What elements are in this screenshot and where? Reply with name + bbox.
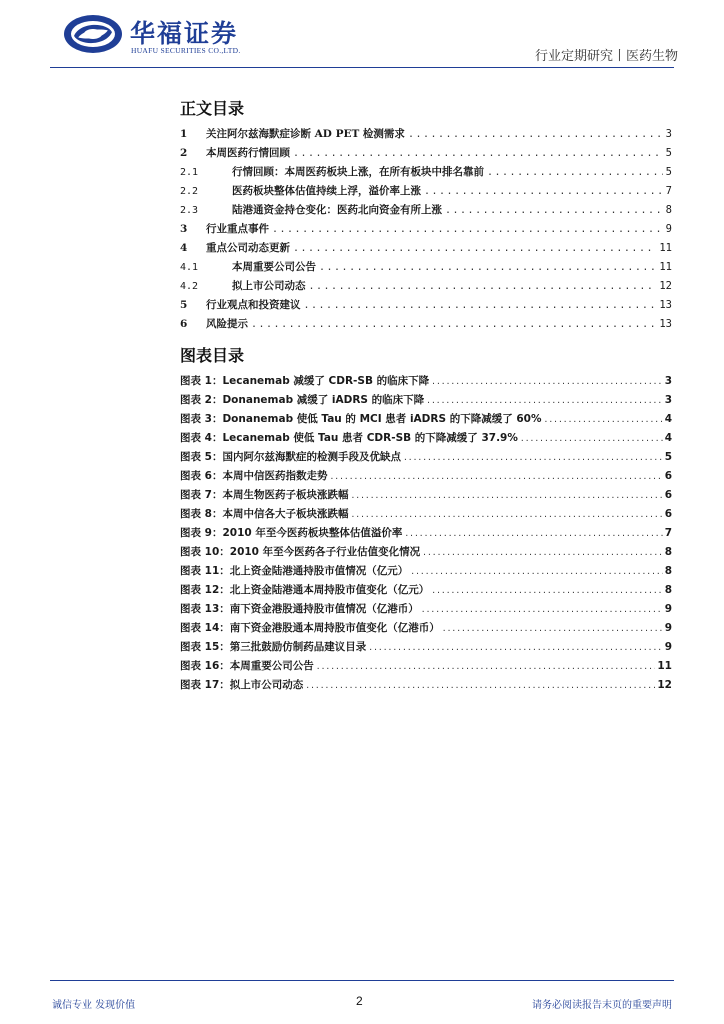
logo-chinese-name: 华福证券 bbox=[130, 19, 239, 48]
figure-list-item[interactable] bbox=[180, 430, 672, 446]
toc-item-page: 7 bbox=[665, 185, 672, 197]
toc-leader bbox=[293, 146, 663, 162]
toc-item-page: 11 bbox=[659, 242, 672, 254]
toc-item-page: 8 bbox=[665, 204, 672, 216]
toc-item[interactable] bbox=[180, 278, 672, 294]
figure-item-title: 图表 3：Donanemab 使低 Tau 的 MCI 患者 iADRS 的下降减缓了 60% bbox=[180, 413, 542, 425]
toc-item[interactable] bbox=[180, 126, 672, 142]
figure-leader bbox=[403, 450, 663, 466]
toc-item-page: 13 bbox=[659, 299, 672, 311]
figure-list-item[interactable] bbox=[180, 639, 672, 655]
toc-item-page: 13 bbox=[659, 318, 672, 330]
figure-item-title: 图表 16：本周重要公司公告 bbox=[180, 660, 314, 672]
figure-list-item[interactable] bbox=[180, 506, 672, 522]
figure-leader bbox=[431, 374, 663, 390]
figure-item-page: 4 bbox=[664, 413, 672, 425]
toc-item-page: 3 bbox=[665, 128, 672, 140]
toc-item-page: 5 bbox=[665, 166, 672, 178]
figure-item-page: 6 bbox=[664, 489, 672, 501]
figure-item-page: 4 bbox=[664, 432, 672, 444]
figure-item-title: 图表 2：Donanemab 减缓了 iADRS 的临床下降 bbox=[180, 394, 425, 406]
figure-list-item[interactable] bbox=[180, 449, 672, 465]
toc-item-number: 2.3 bbox=[180, 205, 199, 216]
footer-slogan: 诚信专业 发现价值 bbox=[52, 1000, 136, 1011]
toc-leader bbox=[293, 241, 656, 257]
logo-english-name: HUAFU SECURITIES CO.,LTD. bbox=[131, 46, 241, 55]
figure-item-page: 9 bbox=[664, 641, 672, 653]
header-divider bbox=[50, 67, 674, 68]
figure-leader bbox=[329, 469, 662, 485]
toc-item-title: 陆港通资金持仓变化：医药北向资金有所上涨 bbox=[232, 204, 442, 216]
figure-leader bbox=[421, 602, 663, 618]
figure-list-item[interactable] bbox=[180, 487, 672, 503]
toc-item-title: 行业观点和投资建议 bbox=[206, 299, 301, 311]
toc-item[interactable] bbox=[180, 259, 672, 275]
footer-disclaimer: 请务必阅读报告末页的重要声明 bbox=[532, 1000, 672, 1011]
figure-list-item[interactable] bbox=[180, 563, 672, 579]
figure-item-title: 图表 1：Lecanemab 减缓了 CDR-SB 的临床下降 bbox=[180, 375, 430, 387]
figure-item-page: 9 bbox=[664, 603, 672, 615]
toc-item-page: 5 bbox=[665, 147, 672, 159]
toc-item-number: 6 bbox=[180, 318, 188, 330]
toc-item[interactable] bbox=[180, 164, 672, 180]
toc-leader bbox=[487, 165, 663, 181]
figure-item-page: 5 bbox=[664, 451, 672, 463]
figure-item-page: 3 bbox=[664, 394, 672, 406]
figure-item-page: 3 bbox=[664, 375, 672, 387]
toc-leader bbox=[408, 127, 663, 143]
figure-list-item[interactable] bbox=[180, 677, 672, 693]
figure-list-heading: 图表目录 bbox=[180, 346, 245, 365]
toc-leader bbox=[272, 222, 663, 238]
figure-leader bbox=[350, 488, 662, 504]
figure-item-title: 图表 5：国内阿尔兹海默症的检测手段及优缺点 bbox=[180, 451, 401, 463]
report-type-label: 行业定期研究丨医药生物 bbox=[534, 49, 678, 64]
figure-list-item[interactable] bbox=[180, 525, 672, 541]
toc-item-number: 5 bbox=[180, 299, 188, 311]
toc-leader bbox=[251, 317, 656, 333]
toc-leader bbox=[304, 298, 657, 314]
figure-item-title: 图表 8：本周中信各大子板块涨跌幅 bbox=[180, 508, 349, 520]
toc-item-number: 4.1 bbox=[180, 262, 199, 273]
figure-item-page: 6 bbox=[664, 470, 672, 482]
toc-heading: 正文目录 bbox=[180, 99, 245, 118]
toc-item-title: 重点公司动态更新 bbox=[206, 242, 290, 254]
figure-item-page: 12 bbox=[657, 679, 672, 691]
figure-list-item[interactable] bbox=[180, 620, 672, 636]
toc-item-title: 拟上市公司动态 bbox=[232, 280, 306, 292]
toc-leader bbox=[319, 260, 656, 276]
figure-item-title: 图表 13：南下资金港股通持股市值情况（亿港币） bbox=[180, 603, 419, 615]
toc-item[interactable] bbox=[180, 316, 672, 332]
toc-leader bbox=[309, 279, 657, 295]
figure-list-item[interactable] bbox=[180, 373, 672, 389]
figure-item-page: 8 bbox=[664, 584, 672, 596]
figure-item-page: 11 bbox=[657, 660, 672, 672]
figure-item-title: 图表 15：第三批鼓励仿制药品建议目录 bbox=[180, 641, 367, 653]
footer-page-number: 2 bbox=[356, 994, 363, 1008]
figure-item-title: 图表 9：2010 年至今医药板块整体估值溢价率 bbox=[180, 527, 403, 539]
toc-leader bbox=[424, 184, 663, 200]
figure-leader bbox=[305, 678, 655, 694]
figure-item-page: 8 bbox=[664, 565, 672, 577]
toc-item-title: 行情回顾：本周医药板块上涨，在所有板块中排名靠前 bbox=[232, 166, 484, 178]
toc-item-number: 2.2 bbox=[180, 186, 199, 197]
company-logo bbox=[62, 12, 252, 60]
toc-item[interactable] bbox=[180, 297, 672, 313]
figure-list-item[interactable] bbox=[180, 582, 672, 598]
toc-item-title: 风险提示 bbox=[206, 318, 248, 330]
toc-item-number: 4.2 bbox=[180, 281, 199, 292]
figure-list-item[interactable] bbox=[180, 544, 672, 560]
figure-leader bbox=[544, 412, 663, 428]
toc-item-number: 4 bbox=[180, 242, 188, 254]
figure-leader bbox=[520, 431, 663, 447]
toc-leader bbox=[445, 203, 663, 219]
figure-item-title: 图表 14：南下资金港股通本周持股市值变化（亿港币） bbox=[180, 622, 440, 634]
toc-item-title: 医药板块整体估值持续上浮，溢价率上涨 bbox=[232, 185, 421, 197]
toc-item[interactable] bbox=[180, 202, 672, 218]
figure-item-title: 图表 6：本周中信医药指数走势 bbox=[180, 470, 328, 482]
figure-item-title: 图表 7：本周生物医药子板块涨跌幅 bbox=[180, 489, 349, 501]
figure-item-title: 图表 10：2010 年至今医药各子行业估值变化情况 bbox=[180, 546, 421, 558]
figure-item-page: 8 bbox=[664, 546, 672, 558]
figure-leader bbox=[442, 621, 663, 637]
toc-item-number: 3 bbox=[180, 223, 188, 235]
toc-item-page: 9 bbox=[665, 223, 672, 235]
toc-item-title: 本周医药行情回顾 bbox=[206, 147, 290, 159]
figure-leader bbox=[350, 507, 662, 523]
figure-item-title: 图表 17：拟上市公司动态 bbox=[180, 679, 304, 691]
toc-item-number: 2 bbox=[180, 147, 188, 159]
page-header bbox=[0, 0, 724, 70]
footer-divider bbox=[50, 980, 674, 981]
toc-item-number: 1 bbox=[180, 128, 188, 140]
toc-item-page: 11 bbox=[659, 261, 672, 273]
figure-list-item[interactable] bbox=[180, 658, 672, 674]
figure-leader bbox=[410, 564, 662, 580]
figure-leader bbox=[404, 526, 662, 542]
figure-item-page: 7 bbox=[664, 527, 672, 539]
toc-item-number: 2.1 bbox=[180, 167, 199, 178]
figure-item-title: 图表 4：Lecanemab 使低 Tau 患者 CDR-SB 的下降减缓了 37.9% bbox=[180, 432, 518, 444]
figure-list-item[interactable] bbox=[180, 601, 672, 617]
toc-item[interactable] bbox=[180, 183, 672, 199]
huafu-logo-icon bbox=[62, 12, 124, 56]
figure-item-page: 6 bbox=[664, 508, 672, 520]
figure-list-item[interactable] bbox=[180, 392, 672, 408]
figure-leader bbox=[426, 393, 663, 409]
figure-item-title: 图表 11：北上资金陆港通持股市值情况（亿元） bbox=[180, 565, 409, 577]
figure-leader bbox=[368, 640, 662, 656]
figure-item-title: 图表 12：北上资金陆港通本周持股市值变化（亿元） bbox=[180, 584, 430, 596]
toc-item-title: 行业重点事件 bbox=[206, 223, 269, 235]
figure-leader bbox=[316, 659, 656, 675]
figure-item-page: 9 bbox=[664, 622, 672, 634]
toc-item[interactable] bbox=[180, 145, 672, 161]
toc-item[interactable] bbox=[180, 240, 672, 256]
toc-item-page: 12 bbox=[659, 280, 672, 292]
toc-item-title: 关注阿尔兹海默症诊断 AD PET 检测需求 bbox=[206, 128, 405, 140]
toc-item-title: 本周重要公司公告 bbox=[232, 261, 316, 273]
toc-item[interactable] bbox=[180, 221, 672, 237]
figure-leader bbox=[431, 583, 662, 599]
figure-leader bbox=[422, 545, 663, 561]
figure-list-item[interactable] bbox=[180, 411, 672, 427]
figure-list-item[interactable] bbox=[180, 468, 672, 484]
